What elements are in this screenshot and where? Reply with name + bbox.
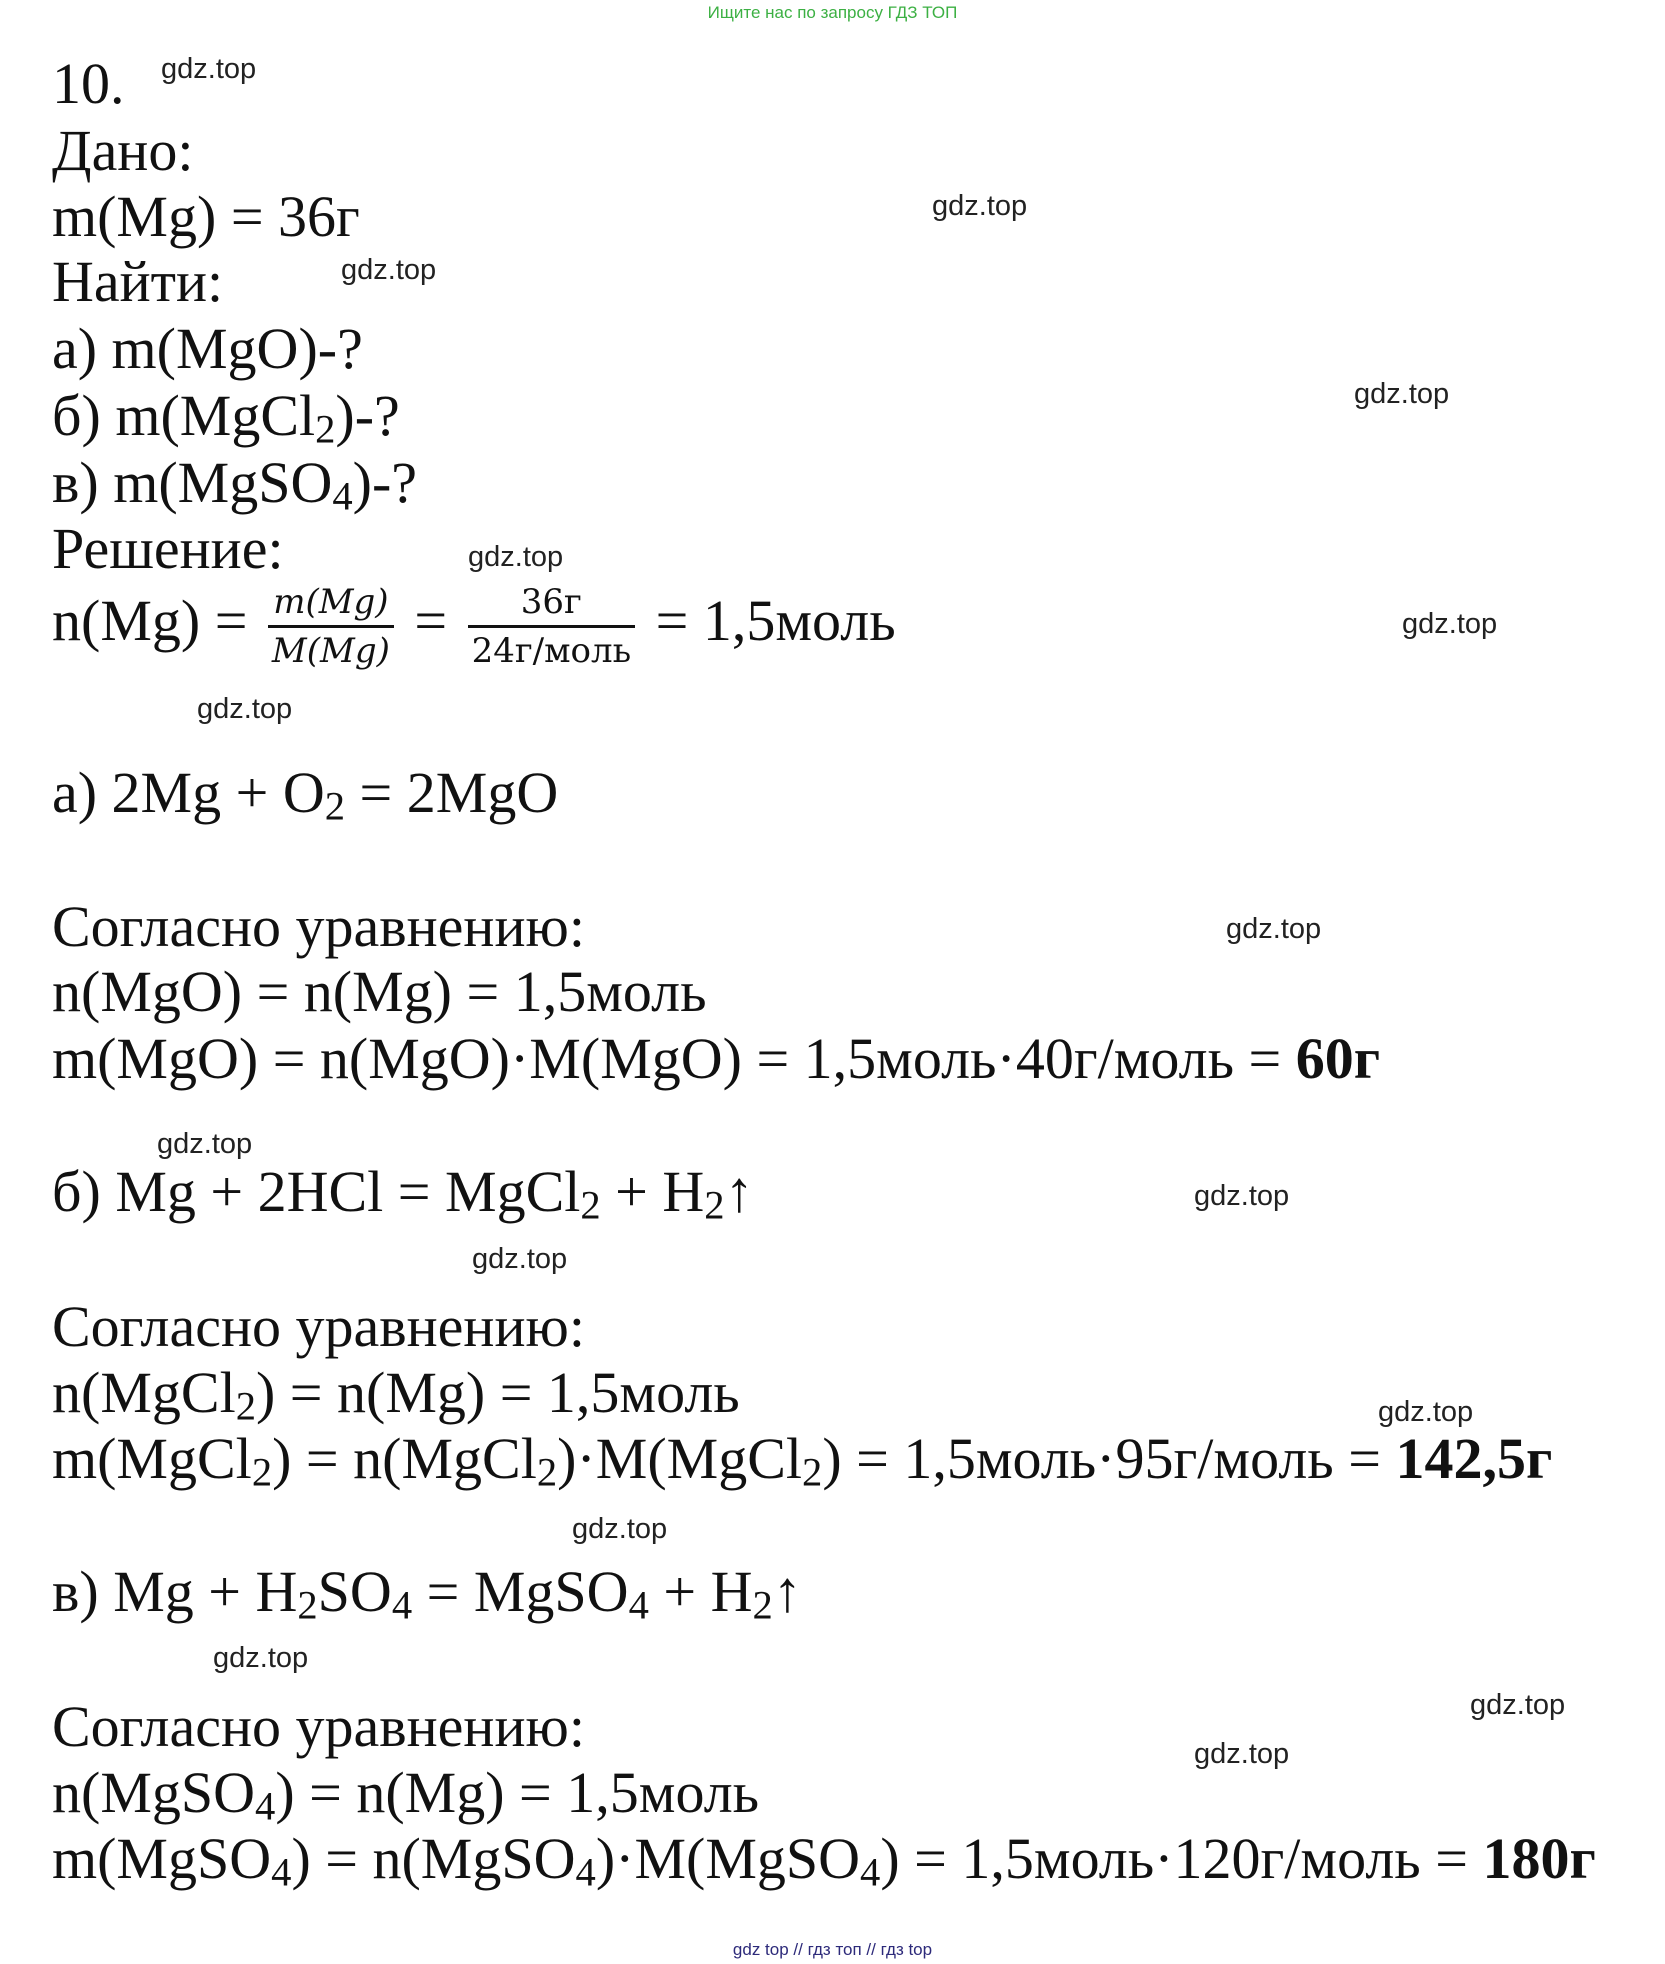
equation-a: а) $2Mg + O_2 = 2MgO$ bbox=[52, 760, 559, 829]
find-item-b: б) m(MgCl$_2$)-? bbox=[52, 383, 400, 452]
fraction-values: $\frac{36г}{\text{24г/моль}}$ bbox=[468, 585, 636, 668]
bottom-banner: gdz top // гдз топ // гдз top bbox=[732, 1940, 933, 1959]
according-a: Согласно уравнению: bbox=[52, 894, 585, 959]
watermark: gdz.top bbox=[197, 693, 293, 725]
watermark: gdz.top bbox=[341, 254, 437, 286]
given-value: m(Mg) = 36г bbox=[52, 184, 360, 249]
find-label: Найти: bbox=[52, 249, 224, 314]
n-mg-formula: n(Mg) = $\frac{m(Mg)}{M(Mg)}$ = $\frac{36г}{\text{24г/моль}}$ = 1,5моль bbox=[52, 582, 896, 671]
m-mgcl2-line: m(MgCl$_2$) = n(MgCl$_2$)·M(MgCl$_2$) = 1,5моль·95г/моль = 142,5г bbox=[52, 1426, 1553, 1495]
watermark: gdz.top bbox=[468, 541, 564, 573]
watermark: gdz.top bbox=[1354, 378, 1450, 410]
given-label: Дано: bbox=[52, 118, 194, 183]
m-mgso4-line: m(MgSO$_4$) = n(MgSO$_4$)·M(MgSO$_4$) = 1,5моль·120г/моль = 180г bbox=[52, 1826, 1596, 1895]
watermark: gdz.top bbox=[1226, 913, 1322, 945]
solution-label: Решение: bbox=[52, 516, 284, 581]
watermark: gdz.top bbox=[1378, 1396, 1474, 1428]
watermark: gdz.top bbox=[1194, 1738, 1290, 1770]
n-mgso4-line: n(MgSO$_4$) = n(Mg) = 1,5моль bbox=[52, 1760, 760, 1829]
watermark: gdz.top bbox=[472, 1243, 568, 1275]
watermark: gdz.top bbox=[161, 53, 257, 85]
watermark: gdz.top bbox=[932, 190, 1028, 222]
watermark: gdz.top bbox=[1470, 1689, 1566, 1721]
m-mgo-line: m(MgO) = n(MgO)·M(MgO) = 1,5моль·40г/моль = 60г bbox=[52, 1026, 1381, 1091]
find-item-c: в) m(MgSO$_4$)-? bbox=[52, 450, 418, 519]
according-c: Согласно уравнению: bbox=[52, 1694, 585, 1759]
answer-a: 60г bbox=[1295, 1026, 1381, 1091]
answer-b: 142,5г bbox=[1395, 1426, 1553, 1491]
find-item-a: а) m(MgO)-? bbox=[52, 316, 363, 381]
n-mgo-line: n(MgO) = n(Mg) = 1,5моль bbox=[52, 959, 707, 1024]
watermark: gdz.top bbox=[1194, 1180, 1290, 1212]
top-banner: Ищите нас по запросу ГДЗ ТОП bbox=[707, 3, 958, 22]
watermark: gdz.top bbox=[157, 1128, 253, 1160]
fraction-mass-over-molar: $\frac{m(Mg)}{M(Mg)}$ bbox=[268, 585, 394, 668]
watermark: gdz.top bbox=[213, 1642, 309, 1674]
equation-b: б) Mg + 2HCl = MgCl$_2$ + $H_2↑$ bbox=[52, 1159, 754, 1228]
problem-number: 10. bbox=[52, 51, 125, 116]
n-mgcl2-line: n(MgCl$_2$) = n(Mg) = 1,5моль bbox=[52, 1360, 740, 1429]
answer-c: 180г bbox=[1482, 1826, 1596, 1891]
watermark: gdz.top bbox=[572, 1513, 668, 1545]
watermark: gdz.top bbox=[1402, 608, 1498, 640]
equation-c: в) $Mg + H_2SO_4$ = MgSO$_4$ + $H_2↑$ bbox=[52, 1559, 802, 1628]
according-b: Согласно уравнению: bbox=[52, 1294, 585, 1359]
